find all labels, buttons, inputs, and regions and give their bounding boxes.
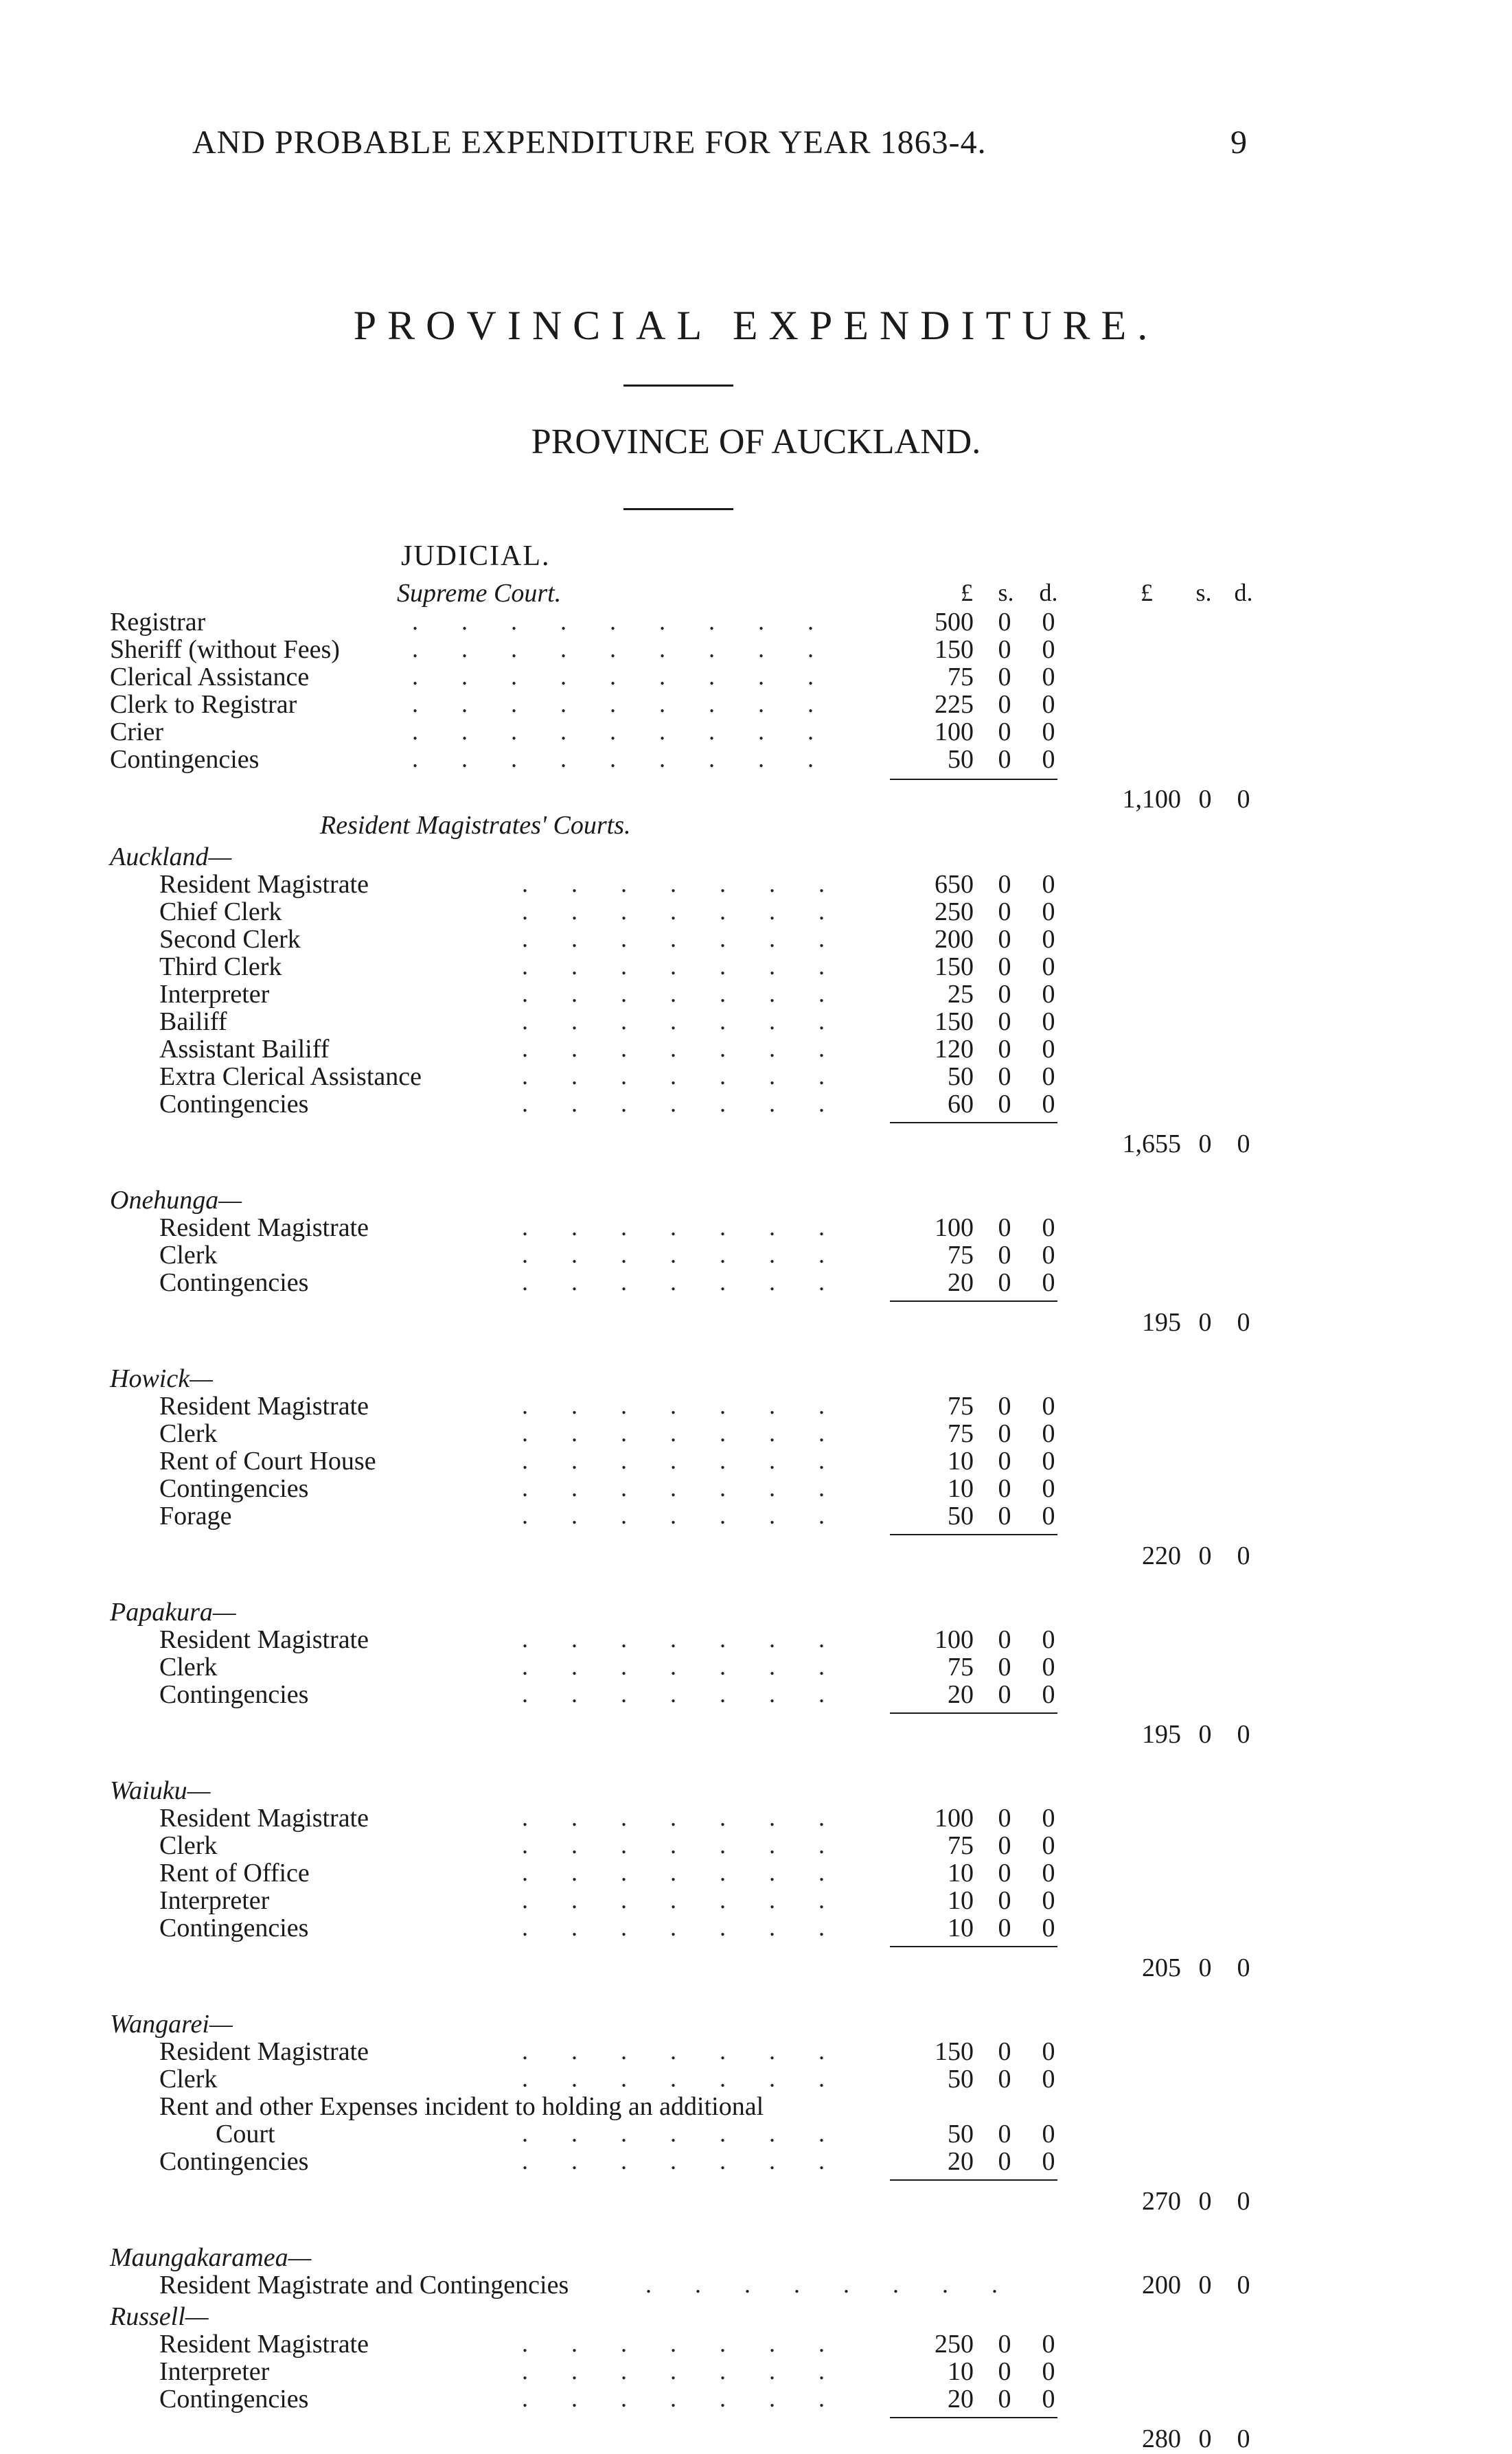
group-name: Waiuku— (110, 1776, 211, 1805)
amount-pounds: 20 (948, 1680, 974, 1709)
amount-shillings: 0 (998, 635, 1011, 664)
leader-dots: . . . . . . . (522, 1804, 868, 1831)
amount-pence: 0 (1042, 1062, 1055, 1091)
line-item-label: Extra Clerical Assistance (159, 1062, 422, 1091)
amount-pence: 0 (1042, 1241, 1055, 1270)
leader-dots: . . . . . . . (522, 1914, 868, 1941)
leader-dots: . . . . . . . (522, 1653, 868, 1680)
amount-pounds: 20 (948, 1268, 974, 1297)
amount-pounds: 50 (948, 2065, 974, 2094)
total-shillings: 0 (1198, 1308, 1212, 1337)
line-item-label: Interpreter (159, 1886, 270, 1915)
line-item-label: Contingencies (110, 745, 260, 774)
leader-dots: . . . . . . . (522, 1090, 868, 1117)
sum-rule (890, 2417, 1057, 2418)
amount-pounds: 50 (948, 2120, 974, 2148)
amount-pounds: 10 (948, 1447, 974, 1476)
amount-shillings: 0 (998, 1268, 1011, 1297)
amount-pounds: 650 (935, 870, 974, 899)
amount-shillings: 0 (998, 1831, 1011, 1860)
line-item-label: Contingencies (159, 1914, 309, 1942)
title-rule (623, 385, 733, 387)
line-item-label: Rent of Office (159, 1859, 310, 1888)
line-item-label: Resident Magistrate and Contingencies (159, 2271, 569, 2300)
amount-pence: 0 (1042, 1447, 1055, 1476)
amount-pence: 0 (1042, 1392, 1055, 1421)
line-item-label: Assistant Bailiff (159, 1035, 330, 1064)
amount-shillings: 0 (998, 1419, 1011, 1448)
line-item-label: Clerical Assistance (110, 663, 310, 691)
amount-pence: 0 (1042, 897, 1055, 926)
amount-shillings: 0 (998, 925, 1011, 954)
line-item-label: Contingencies (159, 1268, 309, 1297)
group-name: Howick— (110, 1364, 213, 1393)
amount-pounds: 250 (935, 897, 974, 926)
leader-dots: . . . . . . . (522, 1859, 868, 1886)
amount-shillings: 0 (998, 1653, 1011, 1682)
leader-dots: . . . . . . . . . (412, 635, 857, 663)
line-item-label: Contingencies (159, 2147, 309, 2176)
col-header-pounds2: £ (1141, 579, 1153, 606)
amount-shillings: 0 (998, 1090, 1011, 1119)
amount-pounds: 75 (948, 1653, 974, 1682)
total-shillings: 0 (1198, 1953, 1212, 1982)
amount-pounds: 50 (948, 745, 974, 774)
col-header-shillings: s. (998, 579, 1014, 606)
line-item-label: Clerk (159, 1831, 218, 1860)
amount-pence: 0 (1042, 2385, 1055, 2413)
amount-pounds: 75 (948, 663, 974, 691)
amount-pounds: 10 (948, 1474, 974, 1503)
total-pence: 0 (1237, 1129, 1250, 1158)
total-pounds: 270 (1142, 2187, 1181, 2216)
amount-pounds: 75 (948, 1419, 974, 1448)
leader-dots: . . . . . . . (522, 1213, 868, 1241)
amount-pounds: 200 (935, 925, 974, 954)
line-item-label: Chief Clerk (159, 897, 282, 926)
line-item-label: Rent of Court House (159, 1447, 376, 1476)
total-shillings: 0 (1198, 1720, 1212, 1749)
amount-pence: 0 (1042, 952, 1055, 981)
amount-shillings: 0 (998, 870, 1011, 899)
amount-pounds: 75 (948, 1392, 974, 1421)
total-pounds: 195 (1142, 1308, 1181, 1337)
subsection-heading: Resident Magistrates' Courts. (320, 811, 631, 840)
amount-pence: 0 (1042, 1804, 1055, 1833)
total-pence: 0 (1237, 1308, 1250, 1337)
amount-pounds: 100 (935, 1804, 974, 1833)
total-pence: 0 (1237, 1720, 1250, 1749)
amount-shillings: 0 (998, 1859, 1011, 1888)
leader-dots: . . . . . . . . . (412, 608, 857, 635)
line-item-label: Clerk (159, 1419, 218, 1448)
amount-pence: 0 (1042, 1268, 1055, 1297)
leader-dots: . . . . . . . (522, 2357, 868, 2385)
total-pounds: 220 (1142, 1541, 1181, 1570)
leader-dots: . . . . . . . (522, 1502, 868, 1529)
amount-shillings: 0 (998, 1007, 1011, 1036)
line-item-label: Resident Magistrate (159, 1392, 369, 1421)
sum-rule (890, 2179, 1057, 2181)
amount-pence: 0 (1042, 1653, 1055, 1682)
line-item-label: Resident Magistrate (159, 1213, 369, 1242)
leader-dots: . . . . . . . (522, 1886, 868, 1914)
amount-shillings: 0 (998, 663, 1011, 691)
leader-dots: . . . . . . . (522, 870, 868, 897)
leader-dots: . . . . . . . (522, 980, 868, 1007)
amount-pounds: 75 (948, 1241, 974, 1270)
amount-shillings: 0 (998, 608, 1011, 637)
total-shillings: 0 (1198, 2271, 1212, 2300)
line-item-label: Third Clerk (159, 952, 282, 981)
amount-shillings: 0 (998, 952, 1011, 981)
amount-pence: 0 (1042, 1680, 1055, 1709)
leader-dots: . . . . . . . (522, 1419, 868, 1447)
amount-pounds: 25 (948, 980, 974, 1009)
leader-dots: . . . . . . . (522, 1062, 868, 1090)
amount-shillings: 0 (998, 1447, 1011, 1476)
total-pounds: 280 (1142, 2424, 1181, 2453)
line-item-label-cont: Court (216, 2120, 275, 2148)
amount-pence: 0 (1042, 2147, 1055, 2176)
line-item-label: Clerk (159, 2065, 218, 2094)
line-item-label: Resident Magistrate (159, 1804, 369, 1833)
col-header-shillings2: s. (1195, 579, 1212, 606)
amount-shillings: 0 (998, 690, 1011, 719)
total-shillings: 0 (1198, 2187, 1212, 2216)
amount-shillings: 0 (998, 980, 1011, 1009)
total-pounds: 1,655 (1122, 1129, 1181, 1158)
leader-dots: . . . . . . . (522, 2065, 868, 2092)
amount-pounds: 60 (948, 1090, 974, 1119)
amount-pounds: 50 (948, 1062, 974, 1091)
amount-pence: 0 (1042, 718, 1055, 746)
leader-dots: . . . . . . . . . (412, 663, 857, 690)
line-item-label: Resident Magistrate (159, 1625, 369, 1654)
leader-dots: . . . . . . . (522, 1447, 868, 1474)
amount-shillings: 0 (998, 1914, 1011, 1942)
total-shillings: 0 (1198, 785, 1212, 814)
amount-pence: 0 (1042, 635, 1055, 664)
amount-shillings: 0 (998, 1502, 1011, 1530)
amount-pence: 0 (1042, 1090, 1055, 1119)
amount-pence: 0 (1042, 690, 1055, 719)
total-pence: 0 (1237, 1541, 1250, 1570)
province-heading: PROVINCE OF AUCKLAND. (531, 422, 981, 461)
amount-pounds: 20 (948, 2385, 974, 2413)
amount-pounds: 120 (935, 1035, 974, 1064)
line-item-label: Contingencies (159, 1474, 309, 1503)
total-shillings: 0 (1198, 1129, 1212, 1158)
amount-pence: 0 (1042, 2357, 1055, 2386)
amount-pounds: 100 (935, 718, 974, 746)
leader-dots: . . . . . . . (522, 897, 868, 925)
amount-pounds: 10 (948, 1886, 974, 1915)
amount-pence: 0 (1042, 1914, 1055, 1942)
amount-pence: 0 (1042, 1502, 1055, 1530)
amount-shillings: 0 (998, 1213, 1011, 1242)
line-item-label: Interpreter (159, 980, 270, 1009)
amount-pence: 0 (1042, 1007, 1055, 1036)
amount-pence: 0 (1042, 2120, 1055, 2148)
sum-rule (890, 1534, 1057, 1535)
amount-shillings: 0 (998, 2147, 1011, 2176)
amount-pence: 0 (1042, 745, 1055, 774)
col-header-pounds: £ (961, 579, 973, 606)
leader-dots: . . . . . . . (522, 2330, 868, 2357)
col-header-pence2: d. (1234, 579, 1253, 606)
amount-pounds: 20 (948, 2147, 974, 2176)
line-item-label: Resident Magistrate (159, 870, 369, 899)
amount-shillings: 0 (998, 1392, 1011, 1421)
leader-dots: . . . . . . . (522, 2147, 868, 2175)
leader-dots: . . . . . . . (522, 952, 868, 980)
leader-dots: . . . . . . . (522, 1680, 868, 1708)
amount-pence: 0 (1042, 870, 1055, 899)
group-name: Maungakaramea— (110, 2243, 312, 2272)
line-item-label: Interpreter (159, 2357, 270, 2386)
line-item-label: Clerk to Registrar (110, 690, 297, 719)
total-pounds: 200 (1142, 2271, 1181, 2300)
leader-dots: . . . . . . . (522, 1035, 868, 1062)
amount-pence: 0 (1042, 1419, 1055, 1448)
amount-shillings: 0 (998, 1062, 1011, 1091)
sum-rule (890, 1300, 1057, 1302)
amount-shillings: 0 (998, 2037, 1011, 2066)
sum-rule (890, 779, 1057, 780)
total-pounds: 195 (1142, 1720, 1181, 1749)
total-pence: 0 (1237, 2424, 1250, 2453)
line-item-label: Contingencies (159, 2385, 309, 2413)
leader-dots: . . . . . . . (522, 1474, 868, 1502)
line-item-label: Resident Magistrate (159, 2330, 369, 2359)
line-item-label: Rent and other Expenses incident to holding an additional (159, 2092, 764, 2121)
section-heading: JUDICIAL. (401, 540, 551, 572)
amount-shillings: 0 (998, 1680, 1011, 1709)
line-item-label: Second Clerk (159, 925, 301, 954)
line-item-label: Contingencies (159, 1680, 309, 1709)
amount-pence: 0 (1042, 1035, 1055, 1064)
amount-pence: 0 (1042, 2037, 1055, 2066)
leader-dots: . . . . . . . . (645, 2271, 1041, 2298)
amount-shillings: 0 (998, 2385, 1011, 2413)
total-pence: 0 (1237, 2271, 1250, 2300)
line-item-label: Resident Magistrate (159, 2037, 369, 2066)
amount-pence: 0 (1042, 2330, 1055, 2359)
line-item-label: Contingencies (159, 1090, 309, 1119)
page-title: PROVINCIAL EXPENDITURE. (353, 303, 1159, 348)
amount-pounds: 75 (948, 1831, 974, 1860)
amount-pounds: 100 (935, 1625, 974, 1654)
group-name: Russell— (110, 2302, 209, 2331)
amount-pounds: 150 (935, 952, 974, 981)
total-pounds: 1,100 (1122, 785, 1181, 814)
leader-dots: . . . . . . . (522, 2120, 868, 2147)
leader-dots: . . . . . . . (522, 1392, 868, 1419)
amount-pence: 0 (1042, 608, 1055, 637)
amount-pounds: 50 (948, 1502, 974, 1530)
amount-shillings: 0 (998, 1886, 1011, 1915)
amount-pounds: 10 (948, 1914, 974, 1942)
col-header-pence: d. (1039, 579, 1058, 606)
total-pounds: 205 (1142, 1953, 1181, 1982)
amount-pounds: 250 (935, 2330, 974, 2359)
amount-shillings: 0 (998, 745, 1011, 774)
amount-shillings: 0 (998, 897, 1011, 926)
amount-pence: 0 (1042, 1625, 1055, 1654)
province-rule (623, 508, 733, 510)
amount-pence: 0 (1042, 1886, 1055, 1915)
leader-dots: . . . . . . . (522, 2037, 868, 2065)
sum-rule (890, 1122, 1057, 1123)
amount-pounds: 150 (935, 1007, 974, 1036)
amount-pounds: 10 (948, 2357, 974, 2386)
leader-dots: . . . . . . . . . (412, 718, 857, 745)
total-shillings: 0 (1198, 2424, 1212, 2453)
amount-pounds: 150 (935, 2037, 974, 2066)
amount-pounds: 10 (948, 1859, 974, 1888)
amount-shillings: 0 (998, 718, 1011, 746)
amount-pence: 0 (1042, 925, 1055, 954)
line-item-label: Registrar (110, 608, 206, 637)
leader-dots: . . . . . . . (522, 1241, 868, 1268)
subsection-heading: Supreme Court. (397, 579, 562, 608)
line-item-label: Clerk (159, 1241, 218, 1270)
amount-shillings: 0 (998, 2357, 1011, 2386)
line-item-label: Bailiff (159, 1007, 227, 1036)
total-shillings: 0 (1198, 1541, 1212, 1570)
amount-shillings: 0 (998, 1474, 1011, 1503)
amount-pounds: 500 (935, 608, 974, 637)
amount-pence: 0 (1042, 1831, 1055, 1860)
amount-shillings: 0 (998, 2330, 1011, 2359)
line-item-label: Clerk (159, 1653, 218, 1682)
amount-shillings: 0 (998, 1625, 1011, 1654)
amount-shillings: 0 (998, 2065, 1011, 2094)
leader-dots: . . . . . . . (522, 1007, 868, 1035)
amount-pence: 0 (1042, 1859, 1055, 1888)
amount-pounds: 150 (935, 635, 974, 664)
leader-dots: . . . . . . . . . (412, 690, 857, 718)
amount-pence: 0 (1042, 663, 1055, 691)
amount-shillings: 0 (998, 1035, 1011, 1064)
group-name: Onehunga— (110, 1186, 242, 1215)
amount-pence: 0 (1042, 2065, 1055, 2094)
total-pence: 0 (1237, 785, 1250, 814)
leader-dots: . . . . . . . (522, 1831, 868, 1859)
group-name: Wangarei— (110, 2010, 233, 2039)
amount-shillings: 0 (998, 1241, 1011, 1270)
page-number: 9 (1230, 124, 1247, 161)
total-pence: 0 (1237, 1953, 1250, 1982)
leader-dots: . . . . . . . (522, 1268, 868, 1296)
amount-pounds: 225 (935, 690, 974, 719)
leader-dots: . . . . . . . (522, 925, 868, 952)
amount-pence: 0 (1042, 1213, 1055, 1242)
line-item-label: Forage (159, 1502, 232, 1530)
line-item-label: Crier (110, 718, 164, 746)
amount-pence: 0 (1042, 1474, 1055, 1503)
group-name: Auckland— (110, 842, 232, 871)
leader-dots: . . . . . . . (522, 2385, 868, 2412)
amount-shillings: 0 (998, 2120, 1011, 2148)
amount-pounds: 100 (935, 1213, 974, 1242)
leader-dots: . . . . . . . (522, 1625, 868, 1653)
amount-pence: 0 (1042, 980, 1055, 1009)
amount-shillings: 0 (998, 1804, 1011, 1833)
sum-rule (890, 1712, 1057, 1714)
line-item-label: Sheriff (without Fees) (110, 635, 340, 664)
total-pence: 0 (1237, 2187, 1250, 2216)
sum-rule (890, 1946, 1057, 1947)
leader-dots: . . . . . . . . . (412, 745, 857, 772)
running-head: AND PROBABLE EXPENDITURE FOR YEAR 1863-4. (192, 124, 987, 161)
group-name: Papakura— (110, 1598, 236, 1627)
